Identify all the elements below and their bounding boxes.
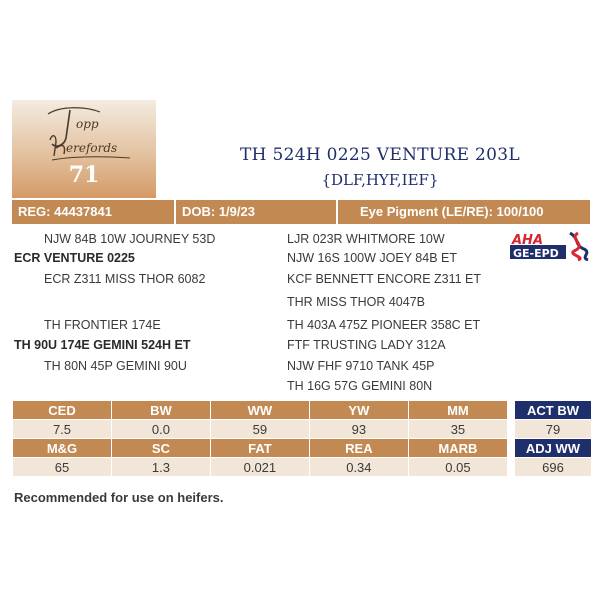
epd-value-ww: 59	[210, 420, 309, 439]
pedigree-dam: TH 90U 174E GEMINI 524H ET	[14, 338, 191, 352]
epd-value-marb: 0.05	[408, 458, 507, 477]
weights-table	[514, 400, 592, 477]
date-of-birth: DOB: 1/9/23	[174, 200, 336, 224]
epd-header-mg: M&G	[13, 439, 112, 458]
aha-logo-line2: GE-EPD	[513, 247, 559, 260]
epd-header-row-1	[13, 401, 508, 420]
pedigree-sire-sire: NJW 84B 10W JOURNEY 53D	[44, 232, 216, 246]
aha-logo-line1: AHA	[512, 233, 544, 248]
epd-value-rea: 0.34	[309, 458, 408, 477]
lot-number: 71	[68, 162, 100, 188]
epd-header-fat: FAT	[210, 439, 309, 458]
epd-value-ced: 7.5	[13, 420, 112, 439]
epd-header-sc: SC	[112, 439, 211, 458]
registration-info-bar	[12, 200, 590, 224]
ranch-logo-block	[12, 100, 156, 198]
pedigree-dam-sire: TH FRONTIER 174E	[44, 318, 161, 332]
epd-table	[12, 400, 508, 477]
animal-name: TH 524H 0225 VENTURE 203L	[240, 145, 520, 165]
pedigree-great-granddam-4: TH 16G 57G GEMINI 80N	[287, 379, 433, 393]
registration-number: REG: 44437841	[18, 204, 112, 219]
recommendation-note: Recommended for use on heifers.	[14, 490, 224, 505]
pedigree-great-grandsire-1: LJR 023R WHITMORE 10W	[287, 232, 445, 246]
svg-text:opp: opp	[76, 117, 99, 131]
epd-value-row-2	[13, 458, 508, 477]
pedigree-dam-dam: TH 80N 45P GEMINI 90U	[44, 359, 187, 373]
epd-value-yw: 93	[309, 420, 408, 439]
pedigree-great-grandsire-2: KCF BENNETT ENCORE Z311 ET	[287, 272, 482, 286]
adj-ww-value: 696	[515, 458, 592, 477]
aha-ge-epd-logo	[508, 231, 592, 261]
epd-header-marb: MARB	[408, 439, 507, 458]
pedigree-great-grandsire-4: NJW FHF 9710 TANK 45P	[287, 359, 435, 373]
topp-herefords-logo	[30, 104, 140, 168]
epd-header-rea: REA	[309, 439, 408, 458]
epd-value-fat: 0.021	[210, 458, 309, 477]
act-bw-label: ACT BW	[515, 401, 592, 420]
epd-value-sc: 1.3	[112, 458, 211, 477]
pedigree-sire: ECR VENTURE 0225	[14, 251, 135, 265]
pedigree-great-granddam-2: THR MISS THOR 4047B	[287, 295, 426, 309]
genetic-status: {DLF,HYF,IEF}	[321, 171, 439, 189]
epd-header-bw: BW	[112, 401, 211, 420]
act-bw-value: 79	[515, 420, 592, 439]
epd-header-ced: CED	[13, 401, 112, 420]
epd-value-mm: 35	[408, 420, 507, 439]
epd-value-bw: 0.0	[112, 420, 211, 439]
epd-header-yw: YW	[309, 401, 408, 420]
adj-ww-label: ADJ WW	[515, 439, 592, 458]
epd-header-mm: MM	[408, 401, 507, 420]
pedigree-great-granddam-1: NJW 16S 100W JOEY 84B ET	[287, 251, 457, 265]
eye-pigment: Eye Pigment (LE/RE): 100/100	[336, 200, 590, 224]
epd-header-ww: WW	[210, 401, 309, 420]
pedigree-great-grandsire-3: TH 403A 475Z PIONEER 358C ET	[287, 318, 481, 332]
epd-header-row-2	[13, 439, 508, 458]
pedigree-sire-dam: ECR Z311 MISS THOR 6082	[44, 272, 206, 286]
svg-text:erefords: erefords	[66, 141, 118, 155]
epd-value-row-1	[13, 420, 508, 439]
epd-value-mg: 65	[13, 458, 112, 477]
pedigree-great-granddam-3: FTF TRUSTING LADY 312A	[287, 338, 446, 352]
